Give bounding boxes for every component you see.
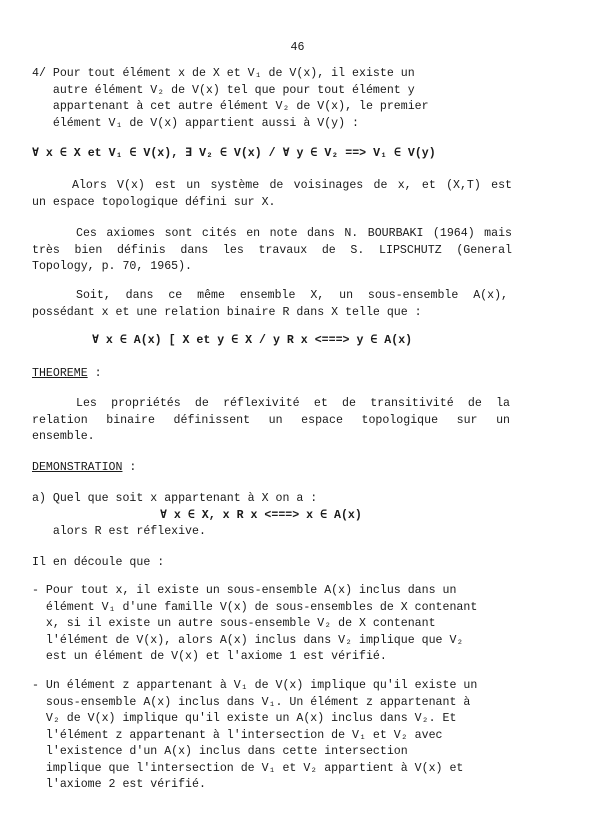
bullet-2-line: l'existence d'un A(x) inclus dans cette intersection xyxy=(32,745,408,758)
bullet-axiom-1 xyxy=(32,583,522,666)
theorem-heading xyxy=(32,366,102,383)
point-a-formula: ∀ x ∈ X, x R x <===> x ∈ A(x) xyxy=(160,508,362,522)
bullet-1-line: - Pour tout x, il existe un sous-ensemble A(x) inclus dans un xyxy=(32,584,457,597)
soit-line-2: possédant x et une relation binaire R dans X telle que : xyxy=(32,305,422,319)
bullet-axiom-2 xyxy=(32,678,522,794)
demonstration-heading-colon: : xyxy=(122,461,137,474)
point-a-line-3: alors R est réflexive. xyxy=(32,525,206,538)
formula-relation: ∀ x ∈ A(x) [ X et y ∈ X / y R x <===> y ∈ A(x) xyxy=(92,334,413,347)
soit-line-1: Soit, dans ce même ensemble X, un sous-ensemble A(x), xyxy=(76,289,508,302)
axiom-4-paragraph xyxy=(32,66,452,132)
bullet-1-line: élément V₁ d'une famille V(x) de sous-ensembles de X contenant xyxy=(32,600,478,614)
demonstration-heading xyxy=(32,460,136,477)
bullet-2-line: sous-ensemble A(x) inclus dans V₁. Un élément z appartenant à xyxy=(32,695,471,709)
theorem-heading-colon: : xyxy=(87,367,102,380)
axiom-4-line: appartenant à cet autre élément V₂ de V(x), le premier xyxy=(32,100,429,113)
bullet-2-line: l'élément z appartenant à l'intersection de V₁ et V₂ avec xyxy=(32,728,443,742)
page-number: 46 xyxy=(290,41,305,54)
alors-paragraph xyxy=(32,178,512,211)
theorem-line-2: relation binaire définissent un espace topologique sur un xyxy=(32,413,510,427)
bullet-2-line: implique que l'intersection de V₁ et V₂ appartient à V(x) et xyxy=(32,761,464,775)
axiom-4-line: élément V₁ de V(x) appartient aussi à V(y) : xyxy=(32,116,359,130)
axiom-4-line: 4/ Pour tout élément x de X et V₁ de V(x), il existe un xyxy=(32,67,415,80)
consequence-intro: Il en découle que : xyxy=(32,556,165,569)
theorem-line-1: Les propriétés de réflexivité et de transitivité de la xyxy=(76,397,510,410)
bullet-2-line: - Un élément z appartenant à V₁ de V(x) implique qu'il existe un xyxy=(32,679,478,692)
soit-paragraph xyxy=(32,288,508,321)
alors-line-1: Alors V(x) est un système de voisinages de x, et (X,T) est xyxy=(72,179,512,192)
references-line-2: très bien définis dans les travaux de S. LIPSCHUTZ (General xyxy=(32,243,512,257)
theorem-line-3: ensemble. xyxy=(32,430,95,443)
theorem-heading-text: THEOREME xyxy=(32,367,88,380)
bullet-1-line: est un élément de V(x) et l'axiome 1 est vérifié. xyxy=(32,650,387,663)
bullet-1-line: x, si il existe un autre sous-ensemble V₂ de X contenant xyxy=(32,617,436,630)
point-a xyxy=(32,491,512,541)
formula-axiom-4: ∀ x ∈ X et V₁ ∈ V(x), ∃ V₂ ∈ V(x) / ∀ y ∈ V₂ ==> V₁ ∈ V(y) xyxy=(32,147,436,160)
theorem-statement xyxy=(32,396,510,446)
references-line-1: Ces axiomes sont cités en note dans N. BOURBAKI (1964) mais xyxy=(76,227,512,240)
references-line-3: Topology, p. 70, 1965). xyxy=(32,260,193,273)
alors-line-2: un espace topologique défini sur X. xyxy=(32,195,276,209)
axiom-4-line: autre élément V₂ de V(x) tel que pour tout élément y xyxy=(32,83,415,97)
bullet-1-line: l'élément de V(x), alors A(x) inclus dans V₂ implique que V₂ xyxy=(32,633,464,647)
point-a-line-1: a) Quel que soit x appartenant à X on a : xyxy=(32,492,318,505)
references-paragraph xyxy=(32,226,512,276)
bullet-2-line: l'axiome 2 est vérifié. xyxy=(32,778,206,791)
demonstration-heading-text: DEMONSTRATION xyxy=(32,461,123,474)
bullet-2-line: V₂ de V(x) implique qu'il existe un A(x) inclus dans V₂. Et xyxy=(32,712,457,725)
